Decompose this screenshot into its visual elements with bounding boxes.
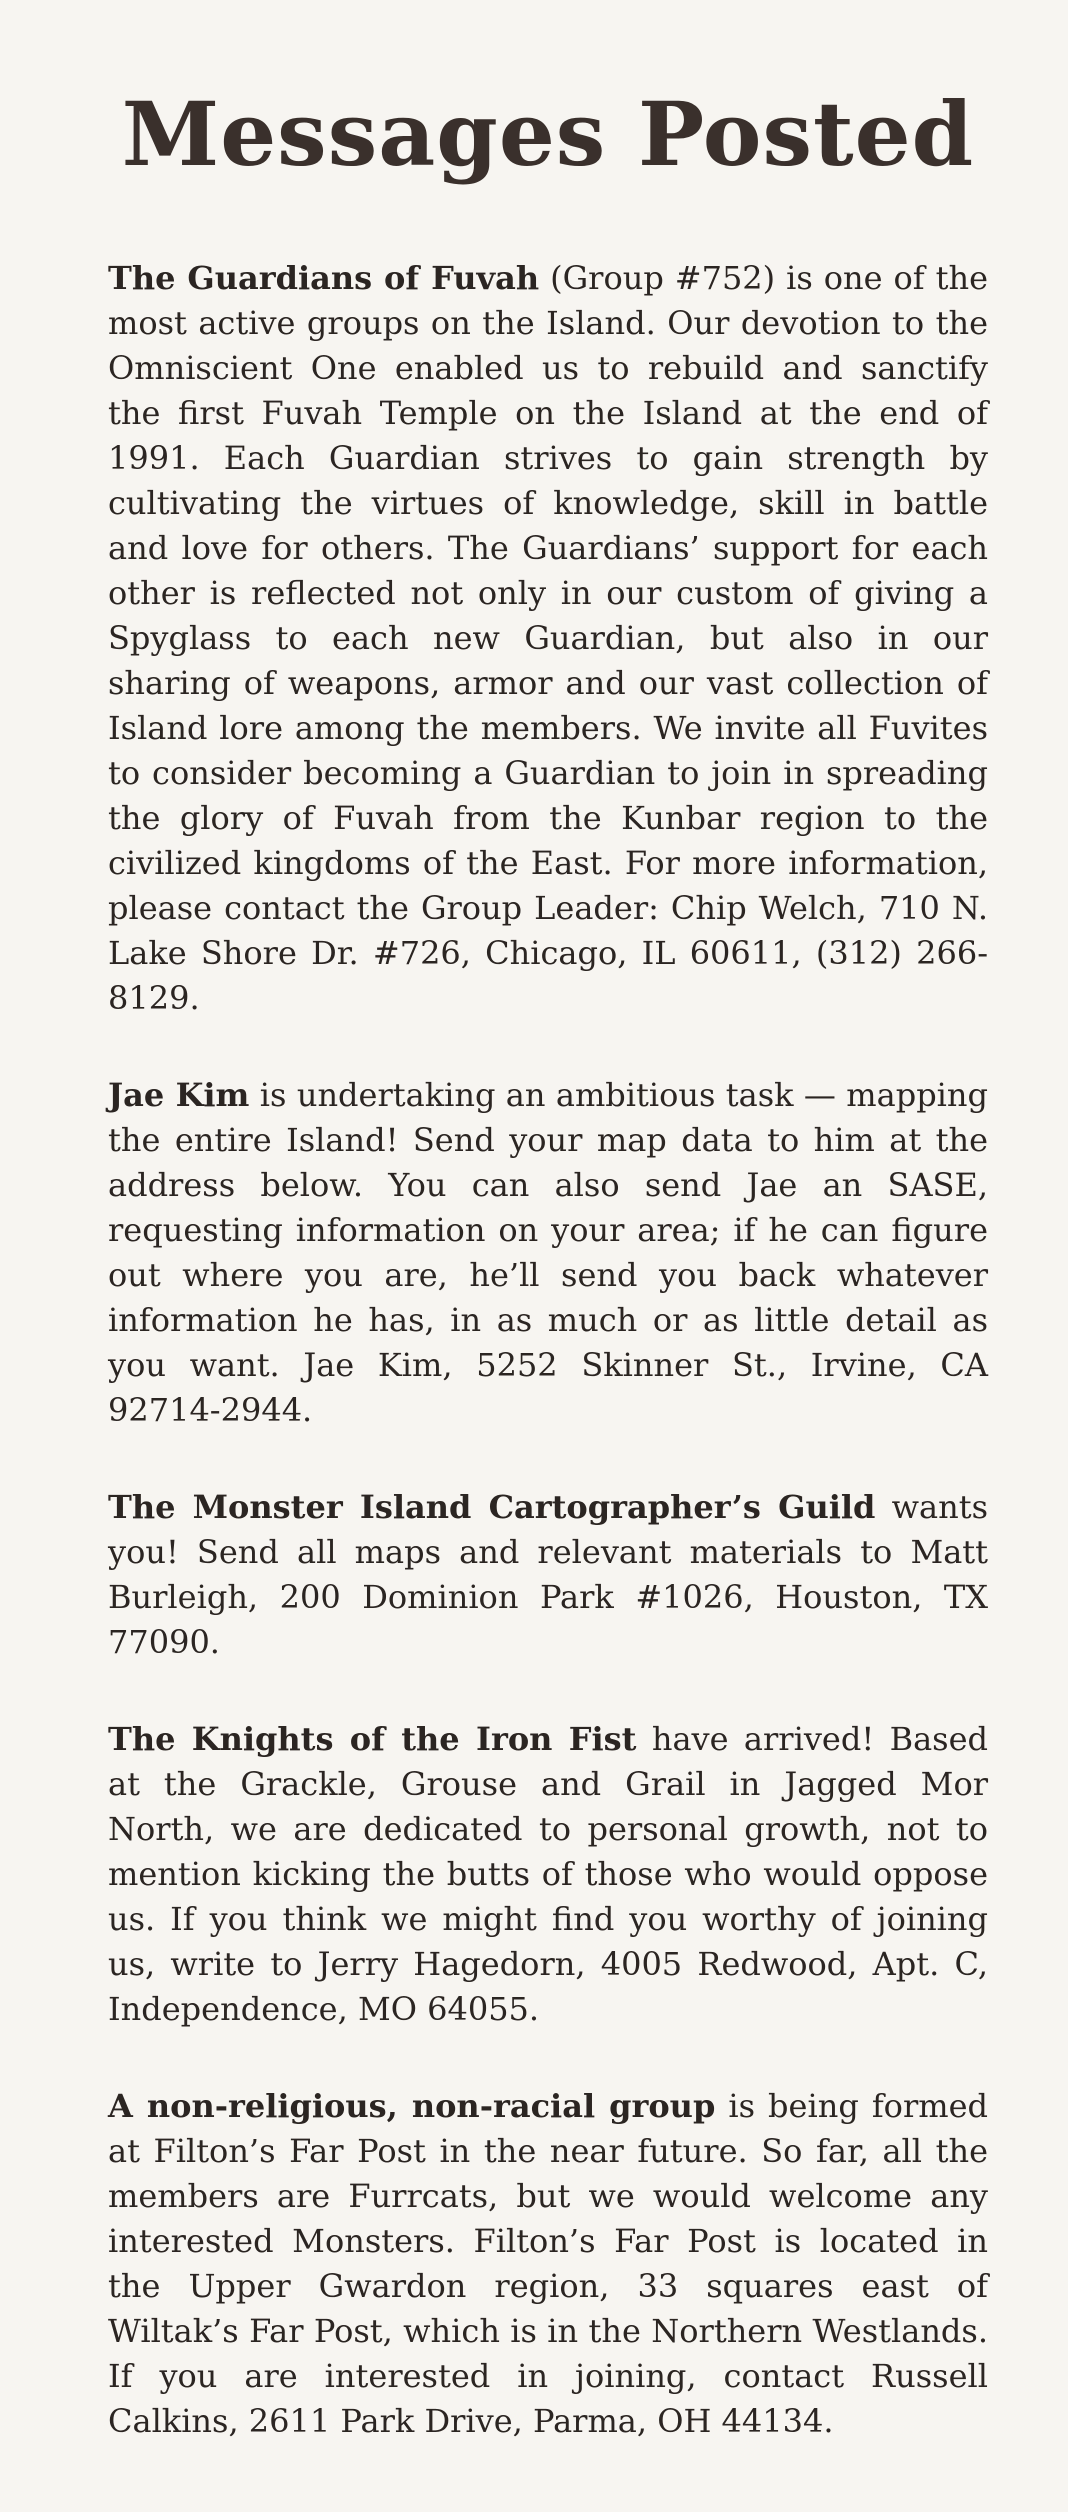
message-guardians-of-fuvah — [108, 256, 988, 1021]
message-body: wants you! Send all maps and relevant materials to Matt Burleigh, 200 Dominion Park #1026, Houston, TX 77090. — [108, 1488, 989, 1661]
message-body: is undertaking an ambitious task — mapping the entire Island! Send your map data to him at the address below. You can also send Jae an SASE, requesting information on your area; if he can figure out where you are, he’ll send you back whatever information he has, in as much or as little detail as you want. Jae Kim, 5252 Skinner St., Irvine, CA 92714-2944. — [108, 1076, 989, 1429]
message-body: have arrived! Based at the Grackle, Grouse and Grail in Jagged Mor North, we are dedicated to personal growth, not to mention kicking the butts of those who would oppose us. If you think we might find you worthy of joining us, write to Jerry Hagedorn, 4005 Redwood, Apt. C, Independence, MO 64055. — [108, 1720, 989, 2028]
message-jae-kim — [108, 1073, 988, 1433]
message-lead: The Knights of the Iron Fist — [108, 1720, 637, 1758]
page-title: Messages Posted — [121, 82, 975, 186]
message-nonreligious-group — [108, 2084, 988, 2444]
message-lead: The Guardians of Fuvah — [108, 259, 540, 297]
message-body: (Group #752) is one of the most active groups on the Island. Our devotion to the Omniscient One enabled us to rebuild and sanctify the first Fuvah Temple on the Island at the end of 1991. Each Guardian strives to gain strength by cultivating the virtues of knowledge, skill in battle and love for others. The Guardians’ support for each other is reflected not only in our custom of giving a Spyglass to each new Guardian, but also in our sharing of weapons, armor and our vast collection of Island lore among the members. We invite all Fuvites to consider becoming a Guardian to join in spreading the glory of Fuvah from the Kunbar region to the civilized kingdoms of the East. For more information, please contact the Group Leader: Chip Welch, 710 N. Lake Shore Dr. #726, Chicago, IL 60611, (312) 266-8129. — [108, 259, 989, 1017]
message-knights-iron-fist — [108, 1717, 988, 2032]
message-lead: A non-religious, non-racial group — [108, 2087, 716, 2125]
message-lead: The Monster Island Cartographer’s Guild — [108, 1488, 876, 1526]
message-body: is being formed at Filton’s Far Post in the near future. So far, all the members are Furrcats, but we would welcome any interested Monsters. Filton’s Far Post is located in the Upper Gwardon region, 33 squares east of Wiltak’s Far Post, which is in the Northern Westlands. If you are interested in joining, contact Russell Calkins, 2611 Park Drive, Parma, OH 44134. — [108, 2087, 989, 2440]
message-lead: Jae Kim — [108, 1076, 250, 1114]
message-cartographers-guild — [108, 1485, 988, 1665]
message-list — [108, 256, 988, 2444]
